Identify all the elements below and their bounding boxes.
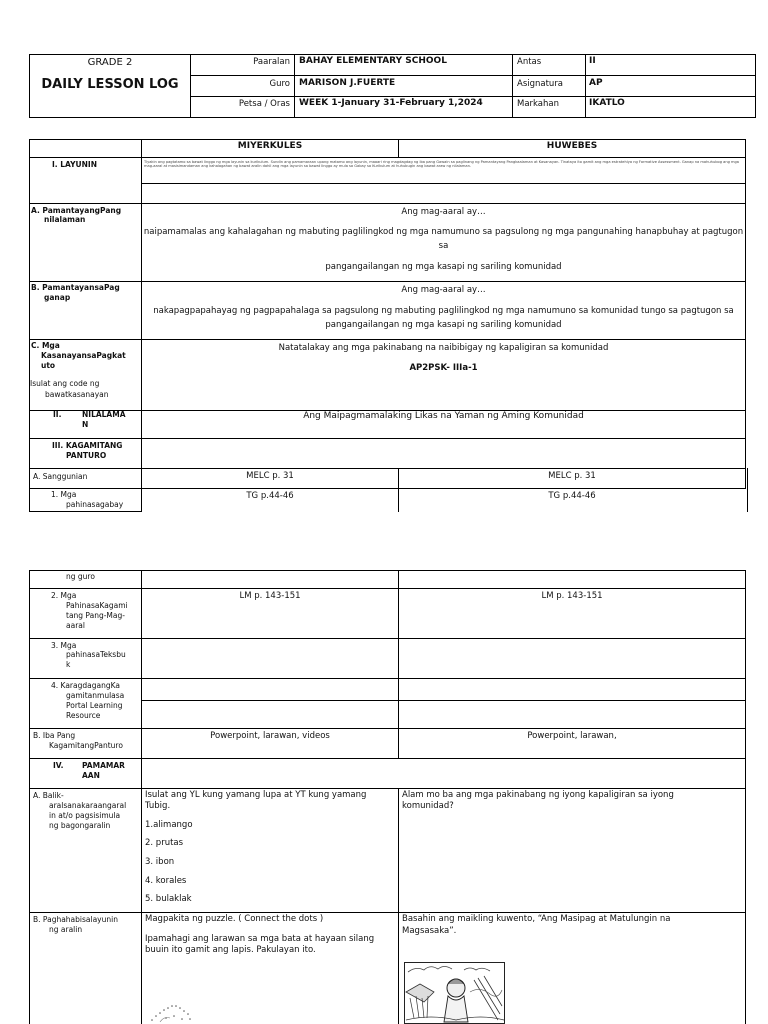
iba-pang-day1: Powerpoint, larawan, videos — [210, 731, 330, 741]
day2-header: HUWEBES — [546, 141, 598, 151]
pamantayan-pagganap-label-2: ganap — [44, 293, 71, 302]
karagdagan-label-1: 4. KaragdagangKa — [51, 681, 120, 690]
lm-label-1: 2. Mga — [51, 591, 77, 600]
karagdagan-label-3: Portal Learning — [66, 701, 123, 710]
sanggunian-day1: MELC p. 31 — [246, 471, 294, 481]
pahina-gabay-label-2: pahinasagabay — [66, 500, 124, 509]
pagganap-text-2: pangangailangan ng mga kasapi ng sariling komunidad — [325, 320, 562, 330]
balik-aral-day1-line1: Isulat ang YL kung yamang lupa at YT kung yamang — [145, 790, 367, 800]
paghahabi-label-1: B. Paghahabisalayunin — [33, 915, 118, 924]
balik-aral-item: 3. ibon — [145, 857, 175, 867]
petsa-label: Petsa / Oras — [238, 99, 290, 109]
guro-label: Guro — [269, 79, 290, 89]
nilalaman-label-2: NILALAMA — [82, 410, 126, 419]
layunin-instructions: Tiyakin ang pagtatamo sa bawat linggo ng mga layunin sa kurikulum. Sundin ang pamamaraan upang matamo ang layunin, maaari ring magdagdag ng iba pang Gawain sa paglinang ng Pamantayang Pangkaalaman at Kasanayan. Tinataya ito gamit ang mga estratehiya ng Formative Assessment. Ganap na mahuhubog ang mga mag-aaral at masisimandaman ang kahalagahan ng bawat aralin dahil ang mga layunin sa bawat linggo ay mula sa Gabay sa Kurikulum at huhubugin ang bawat araw ng nilalaman. — [144, 160, 740, 169]
grade-label: GRADE 2 — [87, 57, 133, 68]
balik-aral-label-4: ng bagongaralin — [49, 821, 111, 830]
asignatura-value: AP — [589, 78, 603, 88]
kagamitan-label-1: III. KAGAMITANG — [52, 441, 123, 450]
balik-aral-item: 1.alimango — [145, 820, 193, 830]
paghahabi-day2-line2: Magsasaka”. — [402, 926, 457, 936]
pamamaraan-label-3: AAN — [82, 771, 100, 780]
balik-aral-item: 5. bulaklak — [145, 894, 192, 904]
nilalaman-text: Ang Maipagmamalaking Likas na Yaman ng Aming Komunidad — [303, 411, 584, 421]
pahina-gabay-label-3: ng guro — [66, 572, 95, 581]
pagganap-intro: Ang mag-aaral ay… — [401, 285, 486, 295]
pamantayang-pangnilalaman-label-2: nilalaman — [44, 215, 86, 224]
karagdagan-label-4: Resource — [66, 711, 101, 720]
markahan-value: IKATLO — [589, 98, 625, 108]
paghahabi-day1-line2: Ipamahagi ang larawan sa mga bata at hayaan silang — [145, 934, 375, 944]
balik-aral-day1-line2: Tubig. — [145, 801, 171, 811]
iba-pang-label-2: KagamitangPanturo — [49, 741, 123, 750]
pahina-gabay-day2: TG p.44-46 — [548, 491, 596, 501]
asignatura-label: Asignatura — [517, 79, 564, 89]
pangnilalaman-text-2: sa — [438, 241, 449, 251]
lm-label-4: aaral — [66, 621, 85, 630]
pangnilalaman-intro: Ang mag-aaral ay… — [401, 207, 486, 217]
teksbuk-label-3: k — [66, 660, 71, 669]
markahan-label: Markahan — [517, 99, 560, 109]
paaralan-value: BAHAY ELEMENTARY SCHOOL — [299, 56, 447, 66]
kasanayan-label-2: KasanayansaPagkat — [41, 351, 126, 360]
page-title: DAILY LESSON LOG — [41, 77, 179, 92]
balik-aral-label-1: A. Balik- — [33, 791, 64, 800]
teksbuk-label-1: 3. Mga — [51, 641, 77, 650]
pahina-gabay-day1: TG p.44-46 — [246, 491, 294, 501]
pamamaraan-label-2: PAMAMAR — [82, 761, 125, 770]
kasanayan-note-2: bawatkasanayan — [45, 390, 109, 399]
iba-pang-day2: Powerpoint, larawan, — [527, 731, 617, 741]
teksbuk-label-2: pahinasaTeksbu — [66, 650, 126, 659]
iba-pang-label-1: B. Iba Pang — [33, 731, 76, 740]
kasanayan-code: AP2PSK- IIIa-1 — [409, 363, 478, 373]
kasanayan-text: Natatalakay ang mga pakinabang na naibibigay ng kapaligiran sa komunidad — [278, 343, 609, 353]
sanggunian-day2: MELC p. 31 — [548, 471, 596, 481]
balik-aral-item: 2. prutas — [145, 838, 184, 848]
lm-label-3: tang Pang-Mag- — [66, 611, 125, 620]
lm-day1: LM p. 143-151 — [239, 591, 301, 601]
paghahabi-day1-line3: buuin ito gamit ang lapis. Pakulayan ito. — [145, 945, 316, 955]
paghahabi-label-2: ng aralin — [49, 925, 83, 934]
nilalaman-label-1: II. — [53, 410, 62, 419]
lm-label-2: PahinasaKagami — [66, 601, 128, 610]
day1-header: MIYERKULES — [237, 141, 303, 151]
kasanayan-label-1: C. Mga — [31, 341, 60, 350]
kagamitan-label-2: PANTURO — [66, 451, 107, 460]
guro-value: MARISON J.FUERTE — [299, 78, 396, 88]
layunin-label: I. LAYUNIN — [52, 160, 97, 169]
pagganap-text-1: nakapagpapahayag ng pagpapahalaga sa pagsulong ng mabuting paglilingkod ng mga namumuno sa komunidad tungo sa pagtugon sa — [153, 306, 734, 316]
balik-aral-label-3: in at/o pagsisimula — [49, 811, 121, 820]
balik-aral-day2-line1: Alam mo ba ang mga pakinabang ng iyong kapaligiran sa iyong — [402, 790, 674, 800]
pamantayang-pangnilalaman-label-1: A. PamantayangPang — [31, 206, 122, 215]
pahina-gabay-label-1: 1. Mga — [51, 490, 77, 499]
antas-value: II — [589, 56, 596, 66]
paaralan-label: Paaralan — [253, 57, 290, 67]
farmer-story-image — [404, 962, 505, 1024]
pangnilalaman-text-3: pangangailangan ng mga kasapi ng sariling komunidad — [325, 262, 562, 272]
pamamaraan-label-1: IV. — [53, 761, 64, 770]
paghahabi-day2-line1: Basahin ang maikling kuwento, “Ang Masipag at Matulungin na — [402, 914, 671, 924]
karagdagan-label-2: gamitanmulasa — [66, 691, 125, 700]
balik-aral-item: 4. korales — [145, 876, 187, 886]
kasanayan-label-3: uto — [41, 361, 56, 370]
paghahabi-day1-line1: Magpakita ng puzzle. ( Connect the dots ) — [145, 914, 324, 924]
balik-aral-label-2: aralsanakaraangaral — [49, 801, 127, 810]
dot-puzzle-image — [146, 1000, 196, 1024]
pangnilalaman-text-1: naipamamalas ang kahalagahan ng mabuting paglilingkod ng mga namumuno sa pagsulong ng mga pangunahing hanapbuhay at pagtugon — [143, 227, 744, 237]
pamantayan-pagganap-label-1: B. PamantayansaPag — [31, 283, 120, 292]
balik-aral-day2-line2: komunidad? — [402, 801, 454, 811]
nilalaman-label-3: N — [82, 420, 89, 429]
petsa-value: WEEK 1-January 31-February 1,2024 — [299, 98, 483, 108]
lm-day2: LM p. 143-151 — [541, 591, 603, 601]
kasanayan-note-1: Isulat ang code ng — [30, 379, 100, 388]
sanggunian-label: A. Sanggunian — [33, 472, 88, 481]
antas-label: Antas — [517, 57, 542, 67]
